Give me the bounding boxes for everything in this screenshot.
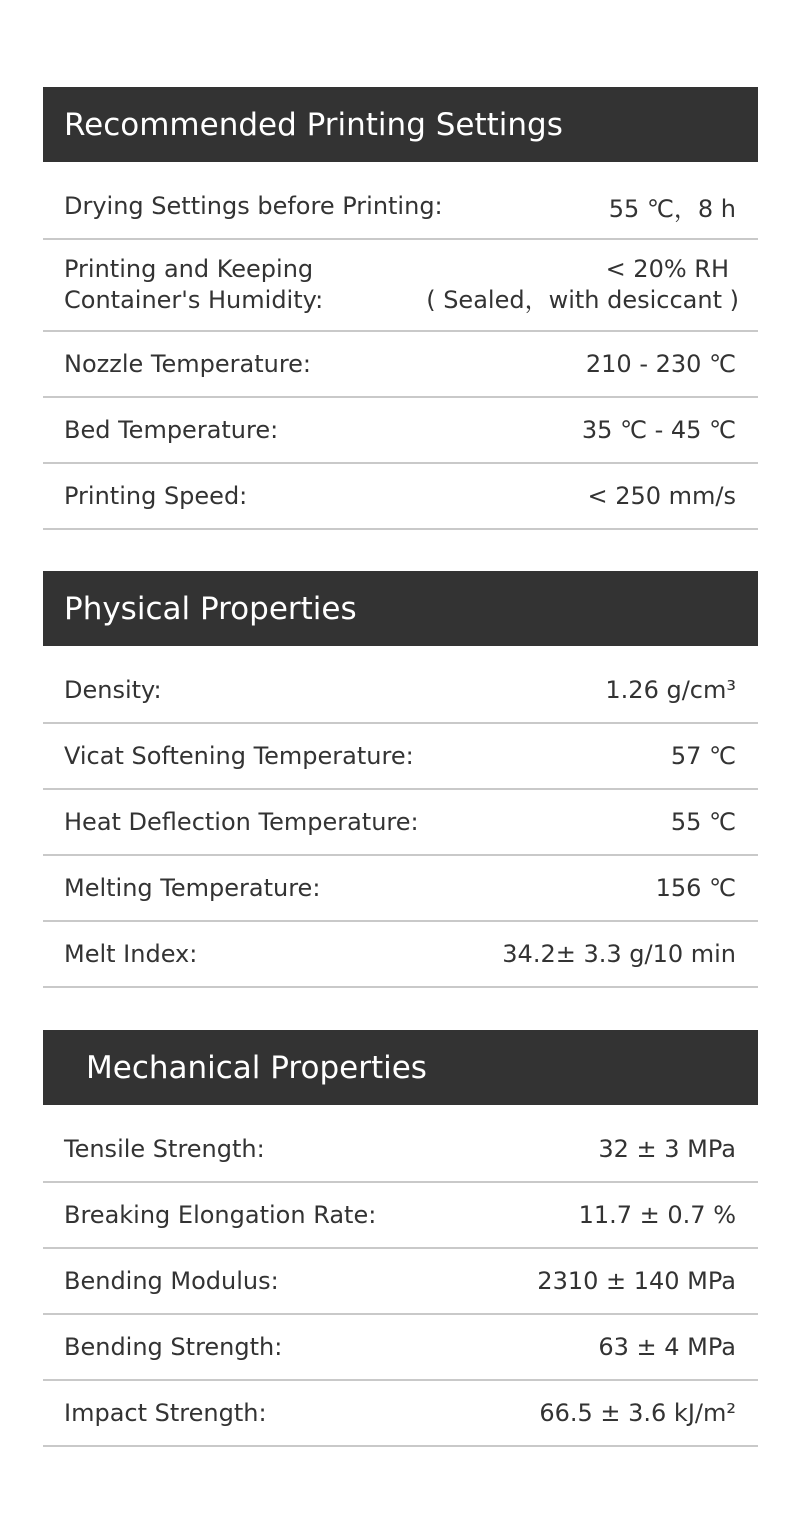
spec-label: Drying Settings before Printing:	[64, 191, 443, 220]
spec-row	[43, 1249, 758, 1315]
section-header	[43, 87, 758, 162]
spec-label: Bending Modulus:	[64, 1266, 279, 1295]
spec-value: 210 - 230 ℃	[585, 350, 736, 378]
spec-label: Nozzle Temperature:	[64, 349, 312, 378]
spec-value: 35 ℃ - 45 ℃	[581, 416, 736, 444]
section-physical-properties	[43, 571, 758, 988]
spec-label: Printing and Keeping Container's Humidity:	[64, 255, 324, 314]
spec-row	[43, 922, 758, 988]
spec-row	[43, 658, 758, 724]
spec-row	[43, 724, 758, 790]
spec-value: 66.5 ± 3.6 kJ/m²	[539, 1399, 736, 1427]
spec-value: 32 ± 3 MPa	[598, 1135, 736, 1163]
spec-value-line: ( Sealed，with desiccant )	[426, 286, 739, 314]
spec-list	[43, 658, 758, 988]
spec-value: 55 ℃	[670, 808, 736, 836]
spec-label: Bending Strength:	[64, 1332, 283, 1361]
spec-label: Bed Temperature:	[64, 415, 279, 444]
section-mechanical-properties	[43, 1030, 758, 1447]
spec-list	[43, 174, 758, 530]
section-printing-settings	[43, 87, 758, 530]
spec-label: Vicat Softening Temperature:	[64, 741, 414, 770]
spec-row	[43, 1315, 758, 1381]
spec-value: 57 ℃	[670, 742, 736, 770]
spec-value: 1.26 g/cm³	[605, 676, 736, 704]
section-header	[43, 1030, 758, 1105]
spec-value: 11.7 ± 0.7 %	[578, 1201, 736, 1229]
spec-row	[43, 240, 758, 332]
spec-label: Density:	[64, 675, 162, 704]
spec-row	[43, 332, 758, 398]
spec-value	[426, 254, 739, 316]
spec-value: 34.2± 3.3 g/10 min	[502, 940, 736, 968]
spec-row	[43, 790, 758, 856]
spec-row	[43, 174, 758, 240]
spec-value: 63 ± 4 MPa	[598, 1333, 736, 1361]
spec-value: 2310 ± 140 MPa	[537, 1267, 736, 1295]
spec-value-line: < 20% RH	[605, 255, 729, 283]
spec-label: Breaking Elongation Rate:	[64, 1200, 377, 1229]
section-title: Recommended Printing Settings	[64, 106, 563, 143]
section-header	[43, 571, 758, 646]
spec-row	[43, 1183, 758, 1249]
spec-label: Impact Strength:	[64, 1398, 267, 1427]
spec-row	[43, 856, 758, 922]
spec-row	[43, 464, 758, 530]
spec-row	[43, 1381, 758, 1447]
spec-label: Heat Deflection Temperature:	[64, 807, 419, 836]
spec-value: 55 ℃，8 h	[608, 194, 736, 223]
spec-label: Tensile Strength:	[64, 1134, 265, 1163]
spec-value: 156 ℃	[655, 874, 736, 902]
spec-label: Melt Index:	[64, 939, 198, 968]
section-title: Mechanical Properties	[86, 1049, 427, 1086]
spec-label: Printing Speed:	[64, 481, 248, 510]
spec-row	[43, 398, 758, 464]
spec-label: Melting Temperature:	[64, 873, 321, 902]
spec-value: < 250 mm/s	[587, 482, 736, 510]
spec-row	[43, 1117, 758, 1183]
section-title: Physical Properties	[64, 590, 357, 627]
spec-list	[43, 1117, 758, 1447]
